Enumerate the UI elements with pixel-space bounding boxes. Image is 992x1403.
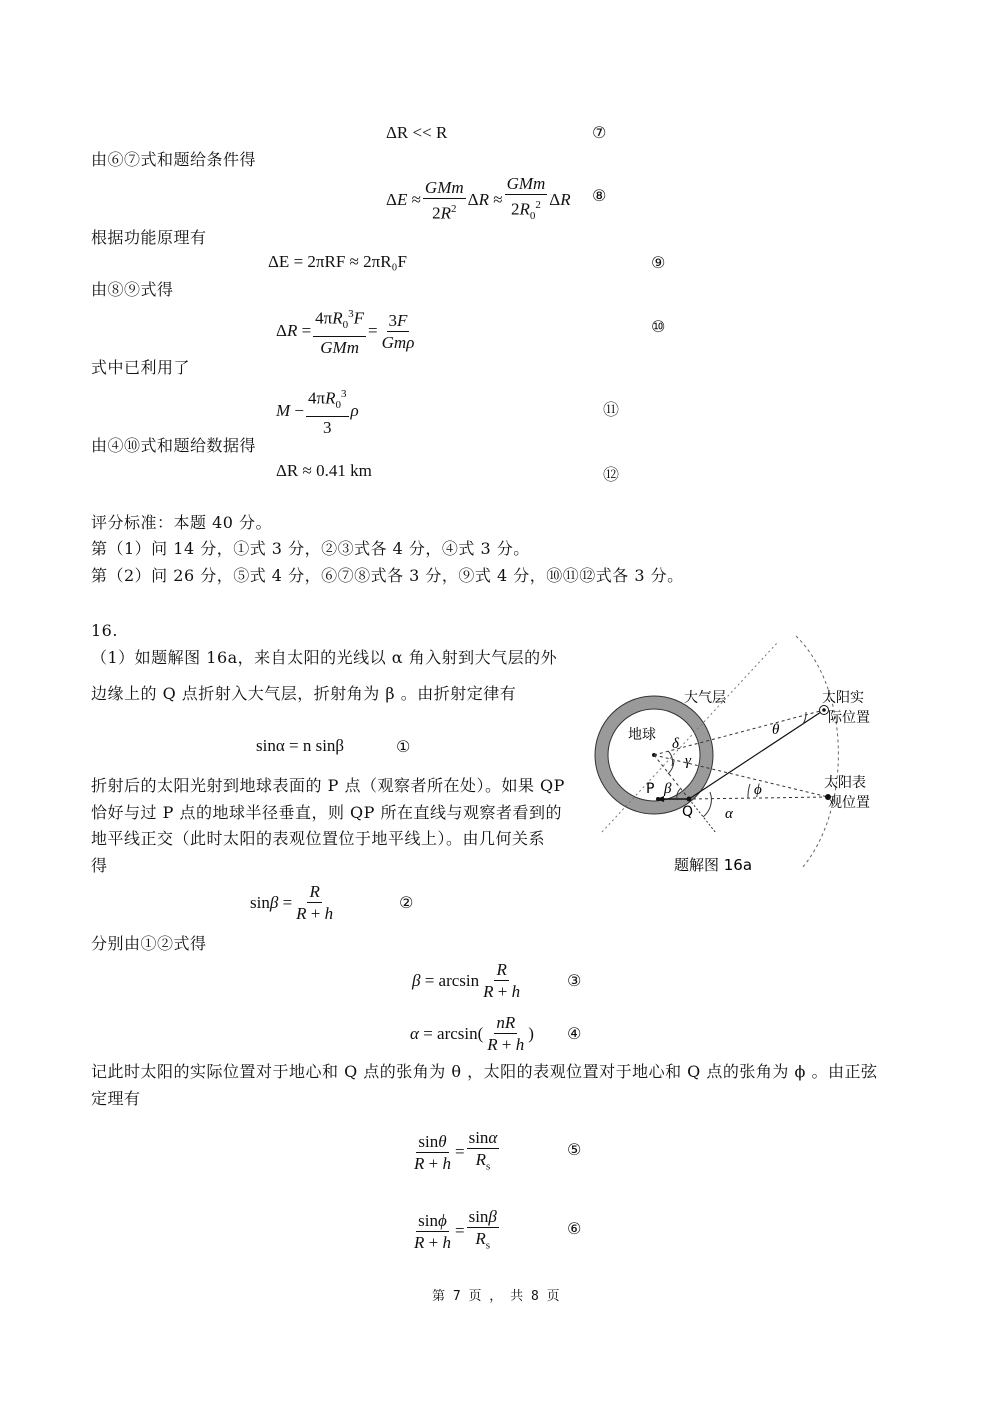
page-footer: 第 7 页 ， 共 8 页 xyxy=(432,1289,560,1304)
equation-p5: $\frac{\sin\theta}{R + h}$ = $\frac{\sin\alpha}{R_s}$ xyxy=(414,1128,498,1173)
arc-alpha xyxy=(703,792,711,817)
label-sun-actual-1: 太阳实 xyxy=(822,690,864,706)
equation-10: ΔR = $\frac{4\pi R_0^3F}{\text{GMm}}$ = $\frac{3F}{\text{Gmρ}}$ xyxy=(276,305,418,357)
score-title: 评分标准：本题 40 分。 xyxy=(91,513,273,532)
sun-actual-dot xyxy=(822,708,826,712)
equation-p4-tag: ④ xyxy=(567,1024,582,1043)
equation-11: M − $\frac{4\pi R_0^3}{3}$ ρ xyxy=(276,385,359,437)
score-line-2: 第（2）问 26 分，⑤式 4 分，⑥⑦⑧式各 3 分，⑨式 4 分，⑩⑪⑫式各 3 分。 xyxy=(91,566,684,585)
equation-12-expr: ΔR ≈ 0.41 km xyxy=(276,461,372,480)
paragraph-3-line-2: 定理有 xyxy=(91,1089,141,1108)
label-sun-actual-2: 际位置 xyxy=(828,710,870,726)
paragraph-2-line-1: 折射后的太阳光射到地球表面的 P 点（观察者所在处）。如果 QP xyxy=(91,776,565,795)
label-gamma: γ xyxy=(685,753,691,769)
paragraph-3-line-1: 记此时太阳的实际位置对于地心和 Q 点的张角为 θ ，太阳的表观位置对于地心和 Q 点的张角为 ϕ 。由正弦 xyxy=(91,1062,878,1081)
point-P xyxy=(656,797,660,801)
text-line-3: 由⑧⑨式得 xyxy=(91,280,174,299)
label-earth: 地球 xyxy=(628,727,656,743)
equation-p1-expr: sinα = n sinβ xyxy=(256,736,345,755)
equation-9-tag: ⑨ xyxy=(651,253,666,272)
equation-7-tag: ⑦ xyxy=(592,123,607,142)
paragraph-2-line-3: 地平线正交（此时太阳的表观位置位于地平线上）。由几何关系 xyxy=(91,829,546,848)
equation-8: ΔE ≈ $\frac{\text{GMm}}{2R^2}$ ΔR ≈ $\frac{\text{GMm}}{2R_0^2}$ ΔR xyxy=(386,174,571,223)
equation-p3: β = arcsin $\frac{R}{R + h}$ xyxy=(412,960,521,1001)
label-theta: θ xyxy=(772,722,780,738)
label-delta: δ xyxy=(672,736,679,752)
equation-8-tag: ⑧ xyxy=(592,186,607,205)
paragraph-2-line-2: 恰好与过 P 点的地球半径垂直，则 QP 所在直线与观察者看到的 xyxy=(91,803,562,822)
text-line-4: 式中已利用了 xyxy=(91,358,191,377)
arc-phi xyxy=(748,784,750,798)
label-P: P xyxy=(646,781,655,797)
figure-caption: 题解图 16a xyxy=(674,856,753,874)
equation-p2: sinβ = $\frac{R}{R + h}$ xyxy=(250,882,334,923)
equation-p1 xyxy=(256,736,344,756)
label-Q: Q xyxy=(682,804,694,820)
text-line-1: 由⑥⑦式和题给条件得 xyxy=(91,150,257,169)
point-Q xyxy=(687,797,692,802)
text-line-2: 根据功能原理有 xyxy=(91,228,207,247)
equation-p1-tag: ① xyxy=(396,737,411,756)
equation-12 xyxy=(276,461,372,481)
figure-16a xyxy=(588,632,918,882)
text-line-5: 由④⑩式和题给数据得 xyxy=(91,436,257,455)
equation-9 xyxy=(268,252,407,272)
label-sun-apparent-1: 太阳表 xyxy=(824,775,866,791)
equation-p6: $\frac{\sin\phi}{R + h}$ = $\frac{\sin\beta}{R_s}$ xyxy=(414,1207,497,1252)
paragraph-1-line-1: （1）如题解图 16a，来自太阳的光线以 α 角入射到大气层的外 xyxy=(91,648,558,667)
problem-number: 16. xyxy=(91,621,118,640)
equation-p4: α = arcsin( $\frac{nR}{R + h}$ ) xyxy=(410,1013,534,1054)
equation-p5-tag: ⑤ xyxy=(567,1140,582,1159)
paragraph-2-line-4: 得 xyxy=(91,856,108,875)
label-phi: ϕ xyxy=(754,782,762,798)
equation-p6-tag: ⑥ xyxy=(567,1219,582,1238)
score-line-1: 第（1）问 14 分，①式 3 分，②③式各 4 分，④式 3 分。 xyxy=(91,539,530,558)
equation-7 xyxy=(386,123,447,143)
sun-orbit-arc xyxy=(796,636,838,868)
text-line-6: 分别由①②式得 xyxy=(91,934,207,953)
paragraph-1-line-2: 边缘上的 Q 点折射入大气层，折射角为 β 。由折射定律有 xyxy=(91,684,517,703)
equation-7-expr: ΔR << R xyxy=(386,123,448,142)
label-alpha: α xyxy=(725,806,733,822)
label-sun-apparent-2: 观位置 xyxy=(828,795,870,811)
equation-10-tag: ⑩ xyxy=(651,317,666,336)
label-beta: β xyxy=(664,781,672,797)
equation-9-expr: ΔE = 2πRF ≈ 2πR₀F xyxy=(268,252,407,271)
normal-at-Q xyxy=(689,799,716,833)
equation-12-tag: ⑫ xyxy=(603,465,620,484)
label-atmosphere: 大气层 xyxy=(684,690,726,706)
equation-11-tag: ⑪ xyxy=(603,400,620,419)
equation-p3-tag: ③ xyxy=(567,971,582,990)
equation-p2-tag: ② xyxy=(399,893,414,912)
